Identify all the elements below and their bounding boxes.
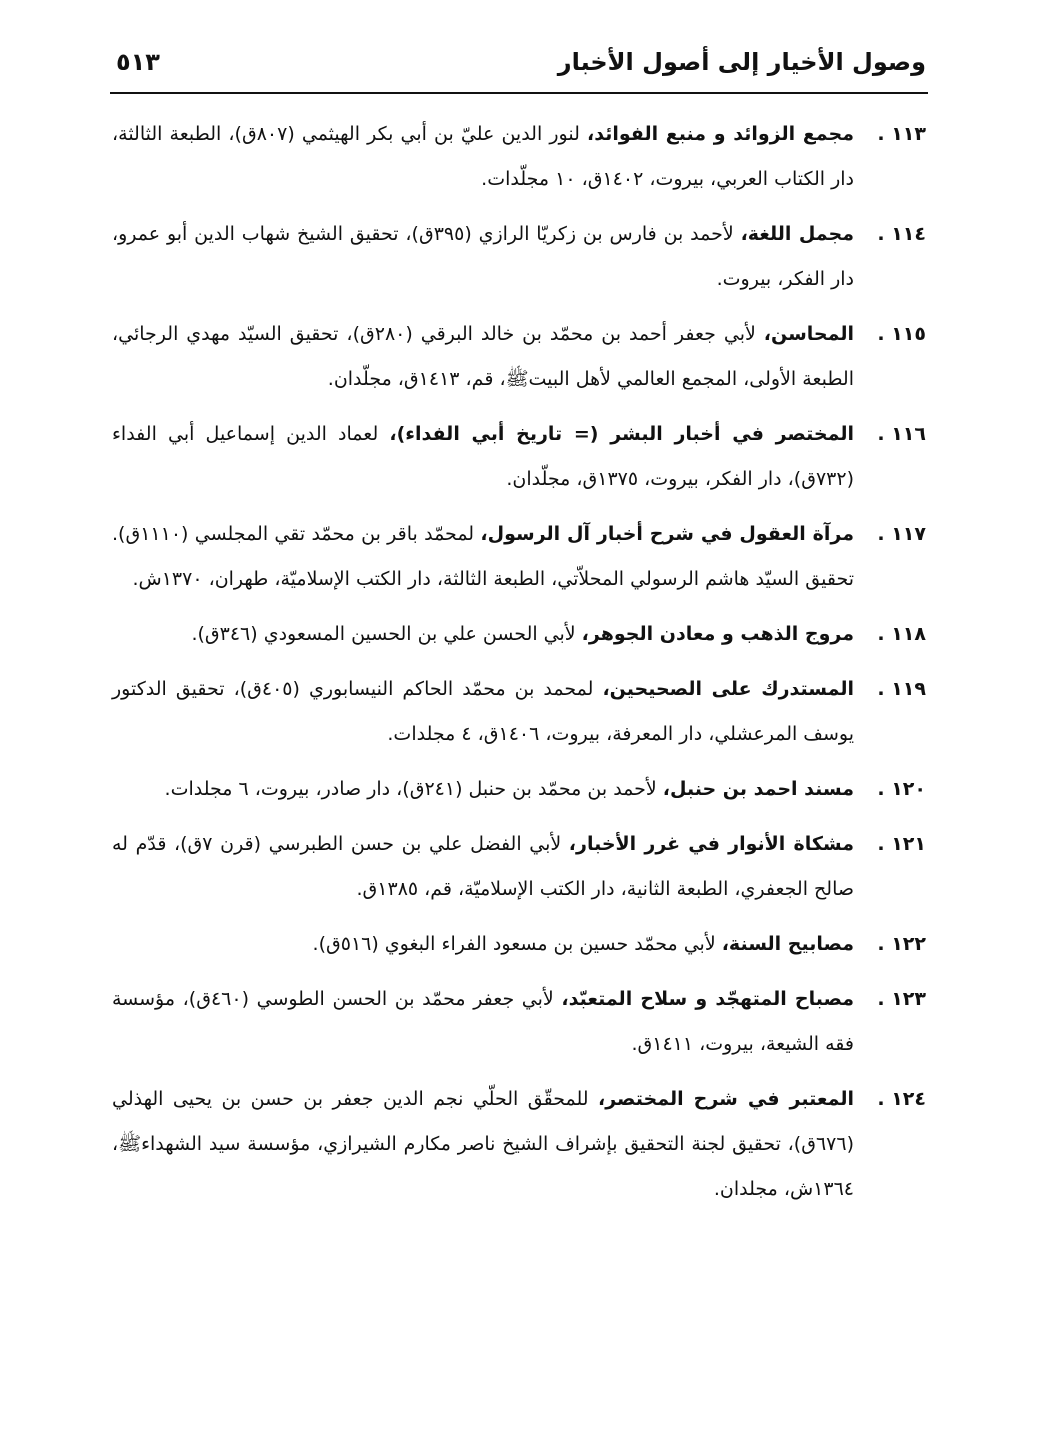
bibliography-entry [112, 612, 926, 657]
entry-number: ١١٦ . [877, 423, 926, 445]
entry-number: ١١٩ . [877, 678, 926, 700]
entry-details: لمحمد بن محمّد الحاكم النيسابوري (٤٠٥ق)، تحقيق الدكتور يوسف المرعشلي، دار المعرفة، بيروت، ١٤٠٦ق، ٤ مجلدات. [112, 678, 854, 745]
entry-title: مجمل اللغة، [740, 223, 854, 245]
entry-details: لأحمد بن محمّد بن حنبل (٢٤١ق)، دار صادر، بيروت، ٦ مجلدات. [164, 778, 663, 800]
running-title: وصول الأخيار إلى أصول الأخبار [557, 48, 926, 76]
header-divider [110, 92, 928, 94]
bibliography-entry [112, 922, 926, 967]
entry-details: لأبي الفضل علي بن حسن الطبرسي (قرن ٧ق)، قدّم له صالح الجعفري، الطبعة الثانية، دار الكتب الإسلاميّة، قم، ١٣٨٥ق. [112, 833, 854, 900]
entry-number: ١٢٠ . [877, 778, 926, 800]
bibliography-entry [112, 112, 926, 202]
entry-title: المعتبر في شرح المختصر، [598, 1088, 855, 1110]
entry-title: مشكاة الأنوار في غرر الأخبار، [568, 833, 854, 855]
bibliography-entry [112, 412, 926, 502]
entry-title: مروج الذهب و معادن الجوهر، [581, 623, 854, 645]
entry-details: لنور الدين عليّ بن أبي بكر الهيثمي (٨٠٧ق)، الطبعة الثالثة، دار الكتاب العربي، بيروت، ١٤٠٢ق، ١٠ مجلّدات. [112, 123, 854, 190]
entry-number: ١٢١ . [877, 833, 926, 855]
bibliography-entry [112, 767, 926, 812]
entry-details: لأبي الحسن علي بن الحسين المسعودي (٣٤٦ق). [191, 623, 582, 645]
page-number: ٥١٣ [116, 48, 160, 76]
entry-details: للمحقّق الحلّي نجم الدين جعفر بن حسن بن يحيى الهذلي (٦٧٦ق)، تحقيق لجنة التحقيق بإشراف الشيخ ناصر مكارم الشيرازي، مؤسسة سيد الشهداءﷺ، ١٣٦٤ش، مجلدان. [112, 1088, 854, 1200]
bibliography-entry [112, 1077, 926, 1212]
bibliography-entry [112, 512, 926, 602]
entry-details: لمحمّد باقر بن محمّد تقي المجلسي (١١١٠ق). تحقيق السيّد هاشم الرسولي المحلاّتي، الطبعة الثالثة، دار الكتب الإسلاميّة، طهران، ١٣٧٠ش. [112, 523, 854, 590]
entry-details: لأحمد بن فارس بن زكريّا الرازي (٣٩٥ق)، تحقيق الشيخ شهاب الدين أبو عمرو، دار الفكر، بيروت. [112, 223, 854, 290]
entry-number: ١٢٢ . [877, 933, 926, 955]
entry-title: مصباح المتهجّد و سلاح المتعبّد، [561, 988, 855, 1010]
entry-title: المحاسن، [763, 323, 854, 345]
entry-details: لعماد الدين إسماعيل أبي الفداء (٧٣٢ق)، دار الفكر، بيروت، ١٣٧٥ق، مجلّدان. [112, 423, 854, 490]
bibliography-list [112, 112, 926, 1222]
entry-number: ١١٧ . [877, 523, 926, 545]
bibliography-entry [112, 977, 926, 1067]
entry-title: مرآة العقول في شرح أخبار آل الرسول، [480, 523, 854, 545]
entry-number: ١١٣ . [877, 123, 926, 145]
bibliography-entry [112, 667, 926, 757]
entry-number: ١٢٣ . [877, 988, 926, 1010]
entry-title: مسند احمد بن حنبل، [662, 778, 854, 800]
bibliography-entry [112, 212, 926, 302]
running-header [110, 40, 928, 92]
entry-number: ١١٤ . [877, 223, 926, 245]
entry-title: المختصر في أخبار البشر (= تاريخ أبي الفداء)، [389, 423, 854, 445]
entry-details: لأبي محمّد حسين بن مسعود الفراء البغوي (٥١٦ق). [312, 933, 722, 955]
entry-details: لأبي جعفر محمّد بن الحسن الطوسي (٤٦٠ق)، مؤسسة فقه الشيعة، بيروت، ١٤١١ق. [112, 988, 854, 1055]
bibliography-entry [112, 312, 926, 402]
entry-details: لأبي جعفر أحمد بن محمّد بن خالد البرقي (٢٨٠ق)، تحقيق السيّد مهدي الرجائي، الطبعة الأولى، المجمع العالمي لأهل البيتﷺ، قم، ١٤١٣ق، مجلّدان. [112, 323, 854, 390]
entry-title: مجمع الزوائد و منبع الفوائد، [587, 123, 855, 145]
entry-title: مصابيح السنة، [721, 933, 854, 955]
entry-number: ١١٥ . [877, 323, 926, 345]
entry-number: ١١٨ . [877, 623, 926, 645]
bibliography-entry [112, 822, 926, 912]
entry-number: ١٢٤ . [877, 1088, 926, 1110]
entry-title: المستدرك على الصحيحين، [602, 678, 854, 700]
